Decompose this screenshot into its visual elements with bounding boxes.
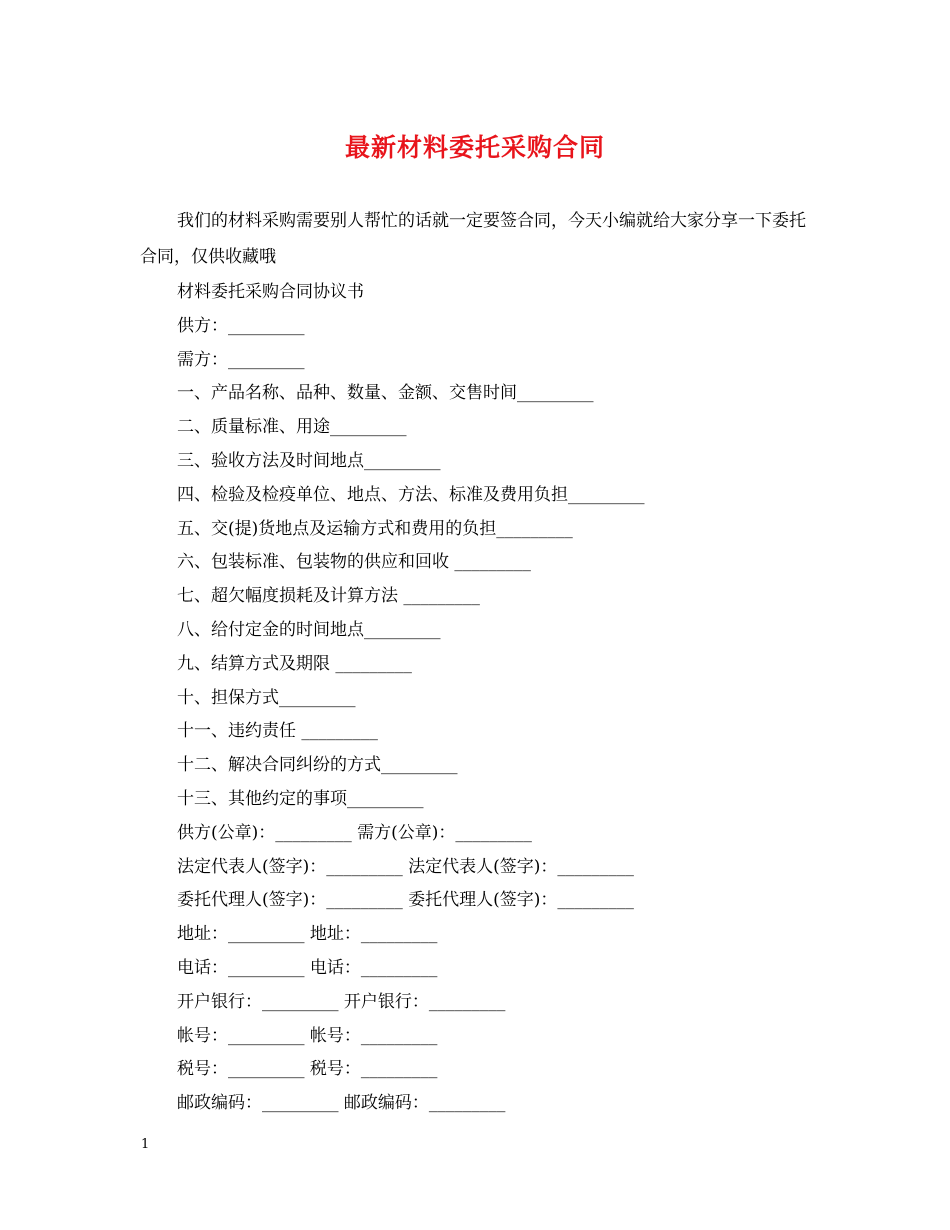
intro-paragraph: 我们的材料采购需要别人帮忙的话就一定要签合同，今天小编就给大家分享一下委托合同，仅供收藏哦 — [140, 211, 806, 267]
clause-5: 五、交(提)货地点及运输方式和费用的负担_________ — [177, 518, 573, 539]
clause-2: 二、质量标准、用途_________ — [177, 417, 407, 438]
address-line: 地址：_________ 地址：_________ — [177, 924, 438, 945]
clause-3: 三、验收方法及时间地点_________ — [177, 450, 441, 471]
bank-line: 开户银行：_________ 开户银行：_________ — [177, 991, 506, 1012]
clause-13: 十三、其他约定的事项_________ — [177, 788, 424, 809]
document-title: 最新材料委托采购合同 — [344, 133, 605, 162]
seal-line: 供方(公章)：_________ 需方(公章)：_________ — [177, 822, 532, 843]
tax-number-line: 税号：_________ 税号：_________ — [177, 1059, 438, 1080]
contract-heading: 材料委托采购合同协议书 — [177, 282, 364, 302]
supplier-field: 供方：_________ — [177, 315, 305, 336]
clause-10: 十、担保方式_________ — [177, 687, 356, 708]
account-line: 帐号：_________ 帐号：_________ — [177, 1025, 438, 1046]
clause-11: 十一、违约责任 _________ — [177, 721, 378, 742]
postal-code-line: 邮政编码：_________ 邮政编码：_________ — [177, 1093, 506, 1114]
legal-representative-line: 法定代表人(签字)：_________ 法定代表人(签字)：_________ — [177, 856, 634, 877]
contract-lines — [177, 276, 817, 1121]
clause-12: 十二、解决合同纠纷的方式_________ — [177, 755, 458, 776]
clause-9: 九、结算方式及期限 _________ — [177, 653, 412, 674]
clause-7: 七、超欠幅度损耗及计算方法 _________ — [177, 586, 480, 607]
buyer-field: 需方：_________ — [177, 349, 305, 370]
clause-8: 八、给付定金的时间地点_________ — [177, 619, 441, 640]
clause-1: 一、产品名称、品种、数量、金额、交售时间_________ — [177, 383, 594, 404]
page-number: 1 — [141, 1137, 150, 1152]
authorized-agent-line: 委托代理人(签字)：_________ 委托代理人(签字)：_________ — [177, 890, 634, 911]
clause-4: 四、检验及检疫单位、地点、方法、标准及费用负担_________ — [177, 484, 645, 505]
phone-line: 电话：_________ 电话：_________ — [177, 957, 438, 978]
clause-6: 六、包装标准、包装物的供应和回收 _________ — [177, 552, 531, 573]
